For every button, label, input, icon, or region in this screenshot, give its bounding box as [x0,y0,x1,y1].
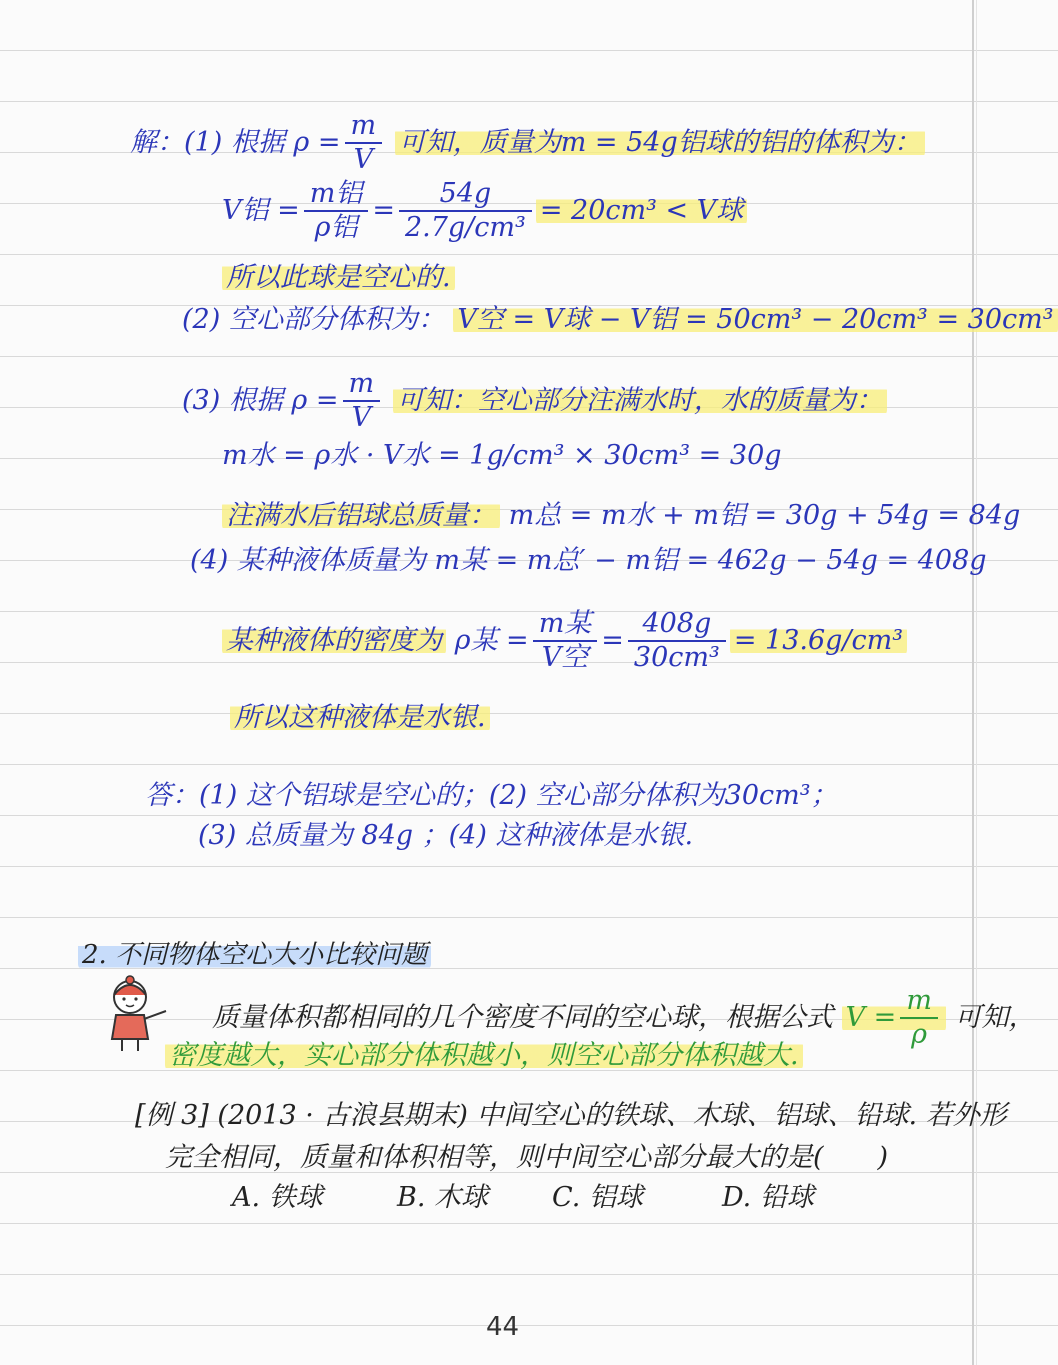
v-al-lhs: V铝 = [222,194,300,226]
part4-den2: 30cm³ [628,640,726,674]
part3-suffix: 可知：空心部分注满水时，水的质量为： [393,385,887,416]
option-c: C. 铝球 [552,1182,643,1213]
part3-equation: m水 = ρ水 · V水 = 1g/cm³ × 30cm³ = 30g [222,440,782,471]
v-al-den2: 2.7g/cm³ [399,210,532,244]
option-b: B. 木球 [397,1182,489,1213]
tip-green [165,1040,803,1072]
tip-green-text: 密度越大，实心部分体积越小，则空心部分体积越大. [165,1040,803,1071]
v-al-num: m铝 [309,178,363,209]
tip-formula-lhs: V = [845,1001,897,1033]
part4-conclusion-text: 所以这种液体是水银. [230,702,490,733]
density-formula [345,110,383,177]
rho-symbol: ρ = [291,384,339,416]
tip-suffix: 可知， [954,1001,1036,1033]
rho-symbol: ρ = [293,126,341,158]
part3-total [222,500,1020,532]
part4-num2: 408g [642,608,712,639]
example-line2: 完全相同，质量和体积相等，则中间空心部分最大的是( ) [165,1142,889,1173]
answer-line2: (3) 总质量为 84g ；(4) 这种液体是水银. [198,820,694,851]
part4-result: = 13.6g/cm³ [730,625,907,656]
part1-conclusion-text: 所以此球是空心的. [222,262,455,293]
part4-frac2 [628,608,726,675]
section2-heading-text: 2. 不同物体空心大小比较问题 [78,940,431,970]
v-al-equation [222,178,747,245]
part1-suffix: 可知，质量为m = 54g铝球的铝的体积为： [395,127,925,158]
part1-intro [130,110,925,177]
formula-denominator: V [345,142,383,176]
formula-denominator: V [343,400,381,434]
part4-frac1 [533,608,598,675]
tip-formula [842,985,946,1051]
part2-equation: V空 = V球 − V铝 = 50cm³ − 20cm³ = 30cm³ [453,304,1057,335]
v-al-den: ρ铝 [304,210,369,244]
page-edge-line [976,0,977,1365]
part4-density-label: 某种液体的密度为 [222,625,446,656]
example-line1: [例 3] (2013 · 古浪县期末) 中间空心的铁球、木球、铝球、铅球. 若外形 [135,1100,1007,1131]
part4 [190,545,987,577]
option-d: D. 铅球 [722,1182,814,1213]
part4-rho: ρ某 = [454,624,529,656]
part4-density: 某种液体的密度为 ρ某 = $\frac{\text{m某}}{\text{V空}}$ = $\frac{408g}{\text{30cm³}}$ = 13.6g/cm³ [222,608,907,675]
page-edge-line [972,0,974,1365]
part1-conclusion [222,262,455,294]
tip-frac [900,985,938,1052]
part4-conclusion [230,702,490,734]
tip-num: m [906,985,932,1016]
formula-numerator: m [350,110,377,141]
part3-total-label: 注满水后铝球总质量： [222,500,500,531]
part3-total-equation: m总 = m水 + m铝 = 30g + 54g = 84g [508,500,1021,531]
part4-den: V空 [533,640,598,674]
girl-illustration-icon [100,975,172,1055]
answer-line1: 答：(1) 这个铝球是空心的；(2) 空心部分体积为30cm³； [145,780,838,811]
tip-formula-highlight [842,985,946,1051]
density-formula [343,368,381,435]
part4-num: m某 [538,608,592,639]
part3-water-mass [222,440,782,472]
page-number: 44 [486,1312,520,1342]
v-al-result: = 20cm³ < V球 [536,195,747,226]
part3-prefix: (3) 根据 [182,384,283,416]
part4-text: (4) 某种液体质量为 m某 = m总′ − m铝 = 462g − 54g = 408g [190,545,987,576]
tip-den: ρ [900,1017,938,1051]
v-al-eq: = [372,194,395,226]
part3-intro [182,368,887,435]
formula-numerator: m [348,368,375,399]
v-al-frac1 [304,178,369,245]
part2 [182,304,1058,336]
section2-heading [78,940,431,971]
v-al-frac2 [399,178,532,245]
option-a: A. 铁球 [232,1182,323,1213]
part2-label: (2) 空心部分体积为： [182,304,445,335]
tip-prefix: 质量体积都相同的几个密度不同的空心球，根据公式 [212,1001,833,1033]
v-al-num2: 54g [439,178,492,209]
part1-prefix: 解：(1) 根据 [130,126,285,158]
